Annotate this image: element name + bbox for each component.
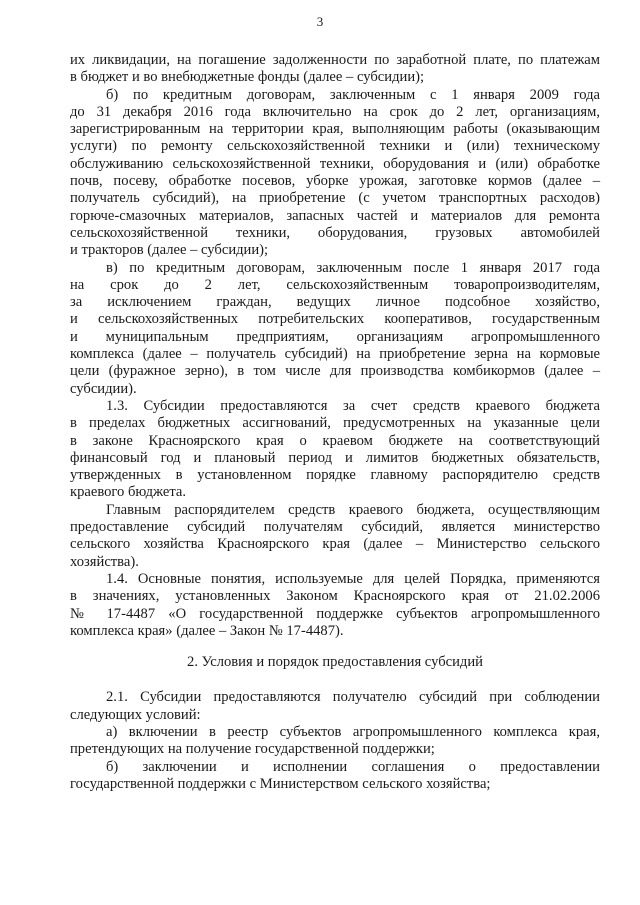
text-line: в пределах бюджетных ассигнований, предусмотренных на указанные цели [70,415,600,432]
text-line: следующих условий: [70,706,201,723]
paragraph [70,502,600,571]
paragraph [70,52,600,87]
text-line: финансовый год и плановый период и лимитов бюджетных обязательств, [70,449,600,466]
text-line: в законе Красноярского края о краевом бюджете на соответствующий [70,432,600,449]
paragraph [70,571,600,640]
text-line: комплекса края» (далее – Закон № 17-4487). [70,622,344,639]
text-line: в) по кредитным договорам, заключенным после 1 января 2017 года [106,259,600,276]
text-line: цели (фуражное зерно), в том числе для производства комбикормов (далее – [70,363,600,380]
text-line: 1.4. Основные понятия, используемые для целей Порядка, применяются [106,570,600,587]
spacer [70,640,600,654]
text-line: получатель субсидий), на приобретение (с учетом транспортных расходов) [70,190,600,207]
paragraph [70,759,600,794]
text-line: б) заключении и исполнении соглашения о предоставлении [106,758,600,775]
text-line: 2.1. Субсидии предоставляются получателю субсидий при соблюдении [106,689,600,706]
spacer [70,671,600,689]
paragraph [70,724,600,759]
text-line: сельского хозяйства Красноярского края (далее – Министерство сельского [70,536,600,553]
text-line: в бюджет и во внебюджетные фонды (далее – субсидии); [70,69,425,86]
text-line: в значениях, установленных Законом Красноярского края от 21.02.2006 [70,588,600,605]
text-line: сельскохозяйственной техники, оборудования, грузовых автомобилей [70,224,600,241]
paragraph [70,398,600,502]
text-line: утвержденных в установленном порядке главному распорядителю средств [70,467,600,484]
page-number: 3 [316,14,324,29]
text-line: государственной поддержки с Министерством сельского хозяйства; [70,775,491,792]
text-line: до 31 декабря 2016 года включительно на срок до 2 лет, организациям, [70,103,600,120]
document-body [70,52,600,793]
text-line: обслуживанию сельскохозяйственной техники, оборудования и (или) обработке [70,155,600,172]
text-line: 1.3. Субсидии предоставляются за счет средств краевого бюджета [106,397,600,414]
text-line: услуги) по ремонту сельскохозяйственной техники и (или) техническому [70,138,600,155]
text-line: комплекса (далее – получатель субсидий) на приобретение зерна на кормовые [70,346,600,363]
paragraph [70,260,600,398]
text-line: и муниципальным предприятиям, организациям агропромышленного [70,328,600,345]
text-line: почв, посеву, обработке посевов, уборке урожая, заготовке кормов (далее – [70,173,600,190]
text-line: № 17-4487 «О государственной поддержке субъектов агропромышленного [70,605,600,622]
text-line: Главным распорядителем средств краевого бюджета, осуществляющим [106,501,600,518]
text-line: претендующих на получение государственной поддержки; [70,741,435,758]
text-line: их ликвидации, на погашение задолженности по заработной плате, по платежам [70,52,600,68]
text-line: субсидии). [70,380,137,397]
text-line: предоставление субсидий получателям субсидий, является министерство [70,519,600,536]
text-line: краевого бюджета. [70,484,187,501]
section-heading: 2. Условия и порядок предоставления субсидий [187,654,483,671]
text-line: горюче-смазочных материалов, запасных частей и материалов для ремонта [70,207,600,224]
text-line: б) по кредитным договорам, заключенным с 1 января 2009 года [106,86,600,103]
text-line: за исключением граждан, ведущих личное подсобное хозяйство, [70,294,600,311]
text-line: и тракторов (далее – субсидии); [70,242,269,259]
text-line: и сельскохозяйственных потребительских кооперативов, государственным [70,311,600,328]
text-line: а) включении в реестр субъектов агропромышленного комплекса края, [106,723,600,740]
paragraph [70,689,600,724]
text-line: зарегистрированным на территории края, выполняющим работы (оказывающим [70,121,600,138]
paragraph [70,87,600,260]
text-line: хозяйства). [70,553,139,570]
text-line: на срок до 2 лет, сельскохозяйственным товаропроизводителям, [70,276,600,293]
